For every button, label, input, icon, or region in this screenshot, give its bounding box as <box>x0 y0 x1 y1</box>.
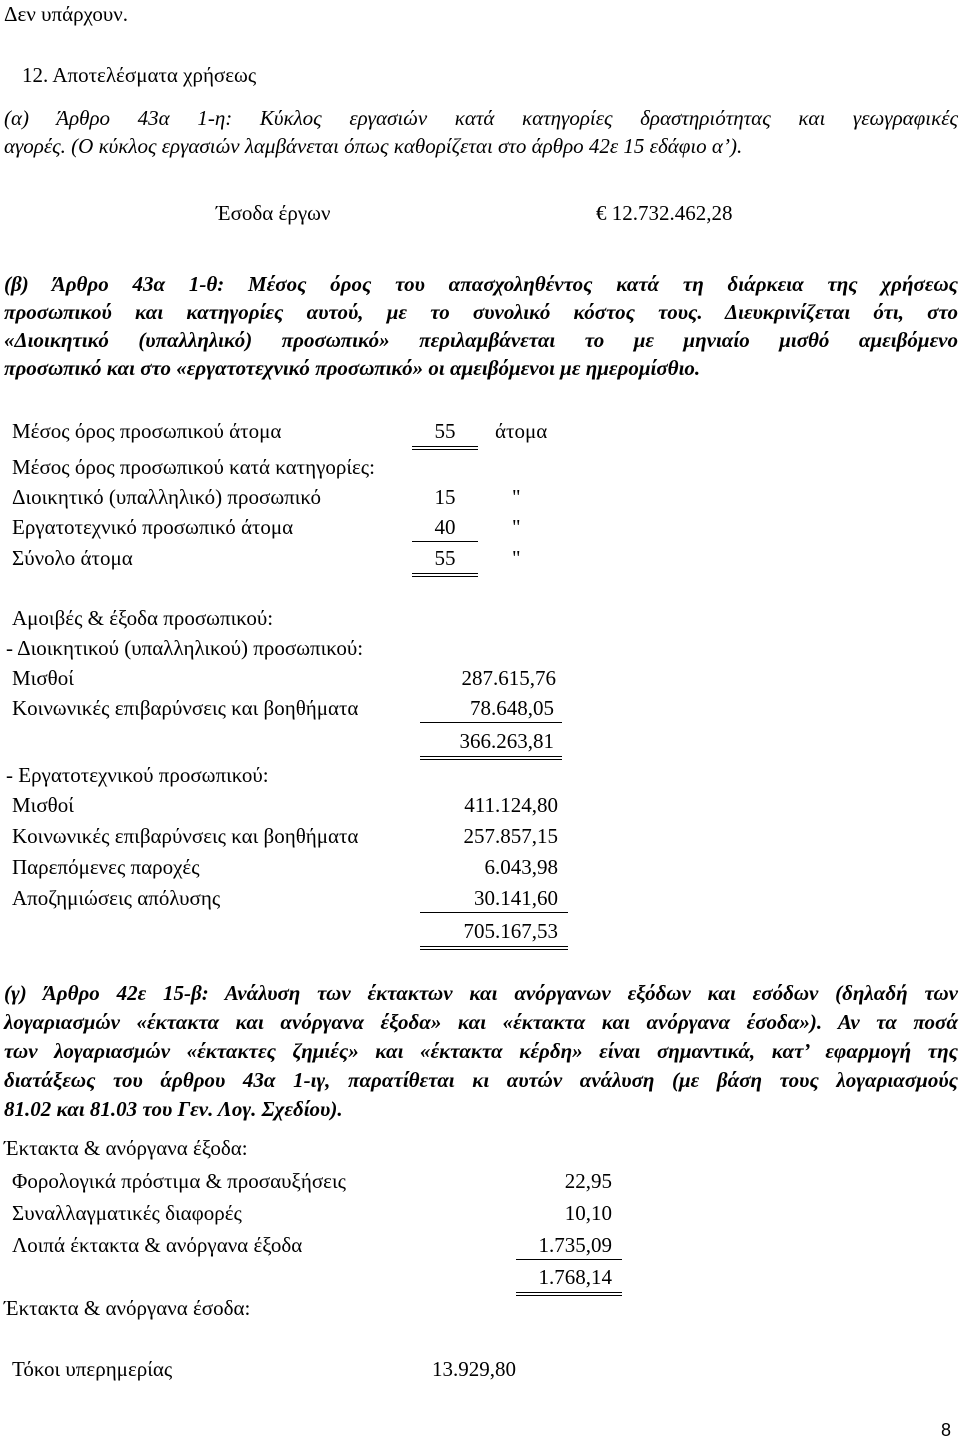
paragraph-c-line: των λογαριασμών «έκτακτες ζημιές» και «έκτακτα κέρδη» είναι σημαντικά, κατ’ εφαρμογή της <box>4 1039 958 1063</box>
extra-income-heading: Έκτακτα & ανόργανα έσοδα: <box>4 1296 251 1320</box>
cost-row-label: Μισθοί <box>12 666 74 690</box>
paragraph-c-line: λογαριασμών «έκτακτα και ανόργανα έξοδα» και «έκτακτα και ανόργανα έσοδα»). Αν τα ποσά <box>4 1010 958 1034</box>
staff-row-label: Διοικητικό (υπαλληλικό) προσωπικό <box>12 485 322 509</box>
expense-row-value: 10,10 <box>564 1201 612 1225</box>
costs-heading: Αμοιβές & έξοδα προσωπικού: <box>12 606 274 630</box>
cost-row-label: Κοινωνικές επιβαρύνσεις και βοηθήματα <box>12 824 359 848</box>
staff-row-label: Σύνολο άτομα <box>12 546 133 570</box>
paragraph-b-line: (β) Άρθρο 43α 1-θ: Μέσος όρος του απασχοληθέντος κατά τη διάρκεια της χρήσεως <box>4 272 958 296</box>
admin-costs-heading: - Διοικητικού (υπαλληλικού) προσωπικού: <box>6 636 364 660</box>
staff-row-unit: " <box>512 515 521 539</box>
top-fragment: Δεν υπάρχουν. <box>4 2 129 26</box>
revenue-label: Έσοδα έργων <box>216 201 331 225</box>
page-number: 8 <box>941 1420 952 1440</box>
expense-row-value: 22,95 <box>564 1169 612 1193</box>
paragraph-b-line: προσωπικού και κατηγορίες αυτού, με το συνολικό κόστος τους. Διευκρινίζεται ότι, στο <box>4 300 958 324</box>
staff-row-unit: " <box>512 546 521 570</box>
expense-row-label: Φορολογικά πρόστιμα & προσαυξήσεις <box>12 1169 346 1193</box>
staff-average-unit: άτομα <box>495 419 548 443</box>
staff-average-label: Μέσος όρος προσωπικού άτομα <box>12 419 282 443</box>
expense-row-label: Λοιπά έκτακτα & ανόργανα έξοδα <box>12 1233 303 1257</box>
worker-costs-total: 705.167,53 <box>420 919 568 950</box>
staff-row-value: 55 <box>412 546 478 577</box>
paragraph-b-line: «Διοικητικό (υπαλληλικό) προσωπικό» περιλαμβάνεται το με μηνιαίο μισθό αμειβόμενο <box>4 328 958 352</box>
paragraph-b-line: προσωπικό και στο «εργατοτεχνικό προσωπικό» οι αμειβόμενοι με ημερομίσθιο. <box>4 356 701 380</box>
paragraph-c <box>4 979 958 1124</box>
income-row-value: 13.929,80 <box>432 1357 516 1381</box>
section-heading: 12. Αποτελέσματα χρήσεως <box>22 63 257 87</box>
paragraph-a-line: αγορές. (Ο κύκλος εργασιών λαμβάνεται όπως καθορίζεται στο άρθρο 42ε 15 εδάφιο α’). <box>4 134 743 158</box>
expense-row-label: Συναλλαγματικές διαφορές <box>12 1201 242 1225</box>
cost-row-value: 411.124,80 <box>464 793 558 817</box>
cost-row-value: 287.615,76 <box>461 666 556 690</box>
paragraph-b <box>4 270 958 382</box>
cost-row-value: 6.043,98 <box>484 855 558 879</box>
paragraph-a-line: (α) Άρθρο 43α 1-η: Κύκλος εργασιών κατά κατηγορίες δραστηριότητας και γεωγραφικές <box>4 106 958 130</box>
cost-row-value: 257.857,15 <box>463 824 558 848</box>
staff-average-value: 55 <box>412 419 478 450</box>
cost-row-label: Αποζημιώσεις απόλυσης <box>12 886 221 910</box>
paragraph-a <box>4 104 958 160</box>
staff-row-label: Εργατοτεχνικό προσωπικό άτομα <box>12 515 294 539</box>
cost-row-label: Μισθοί <box>12 793 74 817</box>
paragraph-c-line: διατάξεως του άρθρου 43α 1-ιγ, παρατίθεται κι αυτών ανάλυση (με βάση τους λογαριασμούς <box>4 1068 958 1092</box>
cost-row-value: 30.141,60 <box>420 886 568 913</box>
expense-row-value: 1.735,09 <box>516 1233 622 1260</box>
cost-row-value: 78.648,05 <box>420 696 562 723</box>
admin-costs-total: 366.263,81 <box>420 729 562 760</box>
extra-expenses-total: 1.768,14 <box>516 1265 622 1296</box>
cost-row-label: Παρεπόμενες παροχές <box>12 855 200 879</box>
extra-expenses-heading: Έκτακτα & ανόργανα έξοδα: <box>4 1136 248 1160</box>
staff-by-category-label: Μέσος όρος προσωπικού κατά κατηγορίες: <box>12 455 375 479</box>
income-row-label: Τόκοι υπερημερίας <box>12 1357 173 1381</box>
staff-row-value: 40 <box>412 515 478 542</box>
revenue-value: € 12.732.462,28 <box>596 201 733 225</box>
cost-row-label: Κοινωνικές επιβαρύνσεις και βοηθήματα <box>12 696 359 720</box>
worker-costs-heading: - Εργατοτεχνικού προσωπικού: <box>6 763 269 787</box>
staff-row-value: 15 <box>434 485 456 509</box>
staff-row-unit: " <box>512 485 521 509</box>
paragraph-c-line: 81.02 και 81.03 του Γεν. Λογ. Σχεδίου). <box>4 1097 343 1121</box>
paragraph-c-line: (γ) Άρθρο 42ε 15-β: Ανάλυση των έκτακτων και ανόργανων εξόδων και εσόδων (δηλαδή των <box>4 981 958 1005</box>
